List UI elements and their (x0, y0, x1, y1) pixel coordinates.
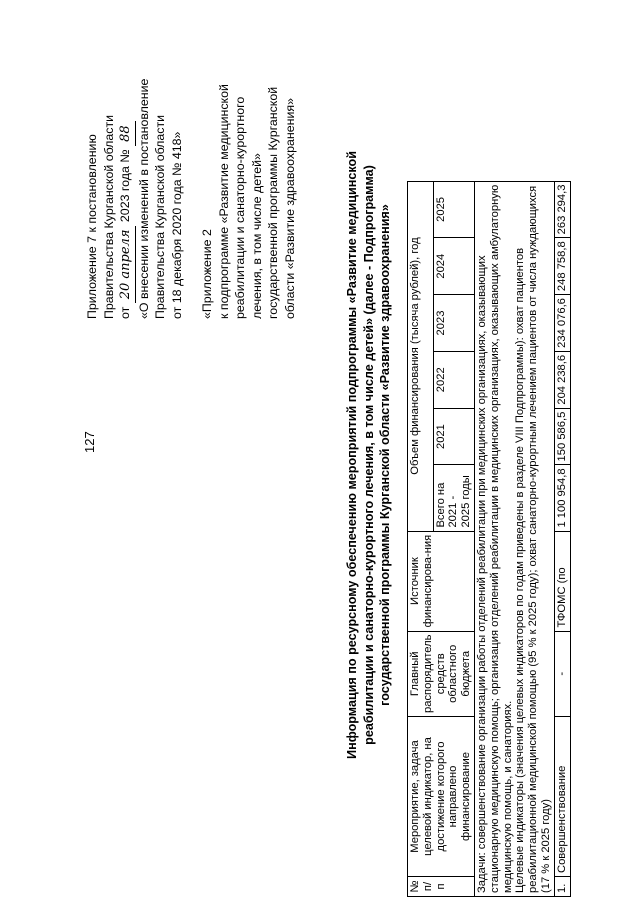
appendix-line: Приложение 7 к постановлению (85, 134, 99, 319)
row-total: 1 100 954,8 (554, 465, 570, 531)
header-year: 2023 (433, 295, 474, 352)
handwritten-date: 20 апреля (118, 226, 136, 304)
row-value: 150 586,5 (554, 408, 570, 465)
quote-line: лечения, в том числе детей» (249, 153, 264, 319)
date-year: 2023 года № (118, 149, 132, 223)
header-year: 2025 (433, 181, 474, 238)
header-volume: Объем финансирования (тысяча рублей), год (408, 181, 434, 531)
tasks-cell (474, 181, 554, 896)
indicators-text: Целевые индикаторы (значения целевых индикаторов по годам приведены в разделе VIII Подпрограммы): охват пациентов реабилитационной медицинской помощью (95 % к 2025 году); охват санаторно-курортным лечением пациентов от числа нуждающихся (17 % к 2025 году) (514, 185, 552, 893)
heading-line: государственной программы Курганской области «Развитие здравоохранения» (378, 204, 392, 706)
table-row (554, 181, 570, 896)
header-source: Источник финансирова-ния (408, 531, 475, 631)
tasks-text: Задачи: совершенствование организации работы отделений реабилитации при медицинских организациях, оказывающих стационарную медицинскую помощь; организация отделений реабилитации в медицинских организациях, оказывающих амбулаторную медицинскую помощь, и санаториях. (475, 184, 514, 893)
quote-line: к подпрограмме «Развитие медицинской (216, 84, 231, 319)
appendix-line: «О внесении изменений в постановление (136, 78, 151, 319)
handwritten-number: 88 (118, 121, 136, 146)
row-value: 263 294,3 (554, 181, 570, 238)
row-value: 248 758,8 (554, 238, 570, 295)
header-year: 2024 (433, 238, 474, 295)
appendix-date-line (117, 19, 136, 319)
row-distributor: - (554, 631, 570, 716)
header-total: Всего на 2021 - 2025 годы (433, 465, 474, 531)
row-measure: Совершенствование (554, 717, 570, 877)
row-source: ТФОМС (по (554, 531, 570, 631)
funding-table (407, 181, 571, 897)
header-year: 2022 (433, 351, 474, 408)
appendix-line: Правительства Курганской области (153, 114, 167, 319)
quote-line: государственной программы Курганской (266, 86, 280, 319)
heading-line: реабилитации и санаторно-курортного лечения, в том числе детей» (далее - Подпрограмма) (361, 165, 376, 745)
date-prefix: от (118, 306, 132, 319)
appendix-line: от 18 декабря 2020 года № 418» (169, 131, 184, 319)
quote-line: области «Развитие здравоохранения» (282, 98, 297, 319)
quote-line: реабилитации и санаторно-курортного (233, 96, 247, 319)
row-value: 204 238,6 (554, 351, 570, 408)
row-num: 1. (554, 877, 570, 897)
document-heading (344, 140, 394, 770)
appendix-block (84, 19, 298, 319)
quote-line: «Приложение 2 (200, 229, 214, 319)
header-distributor: Главный распорядитель средств областного бюджета (408, 631, 475, 716)
row-value: 234 076,6 (554, 295, 570, 352)
page-number: 127 (82, 431, 97, 453)
header-num: № п/п (408, 877, 475, 897)
heading-line: Информация по ресурсному обеспечению мероприятий подпрограммы «Развитие медицинской (345, 151, 359, 759)
appendix-line: Правительства Курганской области (101, 114, 116, 319)
header-year: 2021 (433, 408, 474, 465)
header-measure: Мероприятие, задача целевой индикатор, на достижение которого направлено финансирование (408, 717, 475, 877)
